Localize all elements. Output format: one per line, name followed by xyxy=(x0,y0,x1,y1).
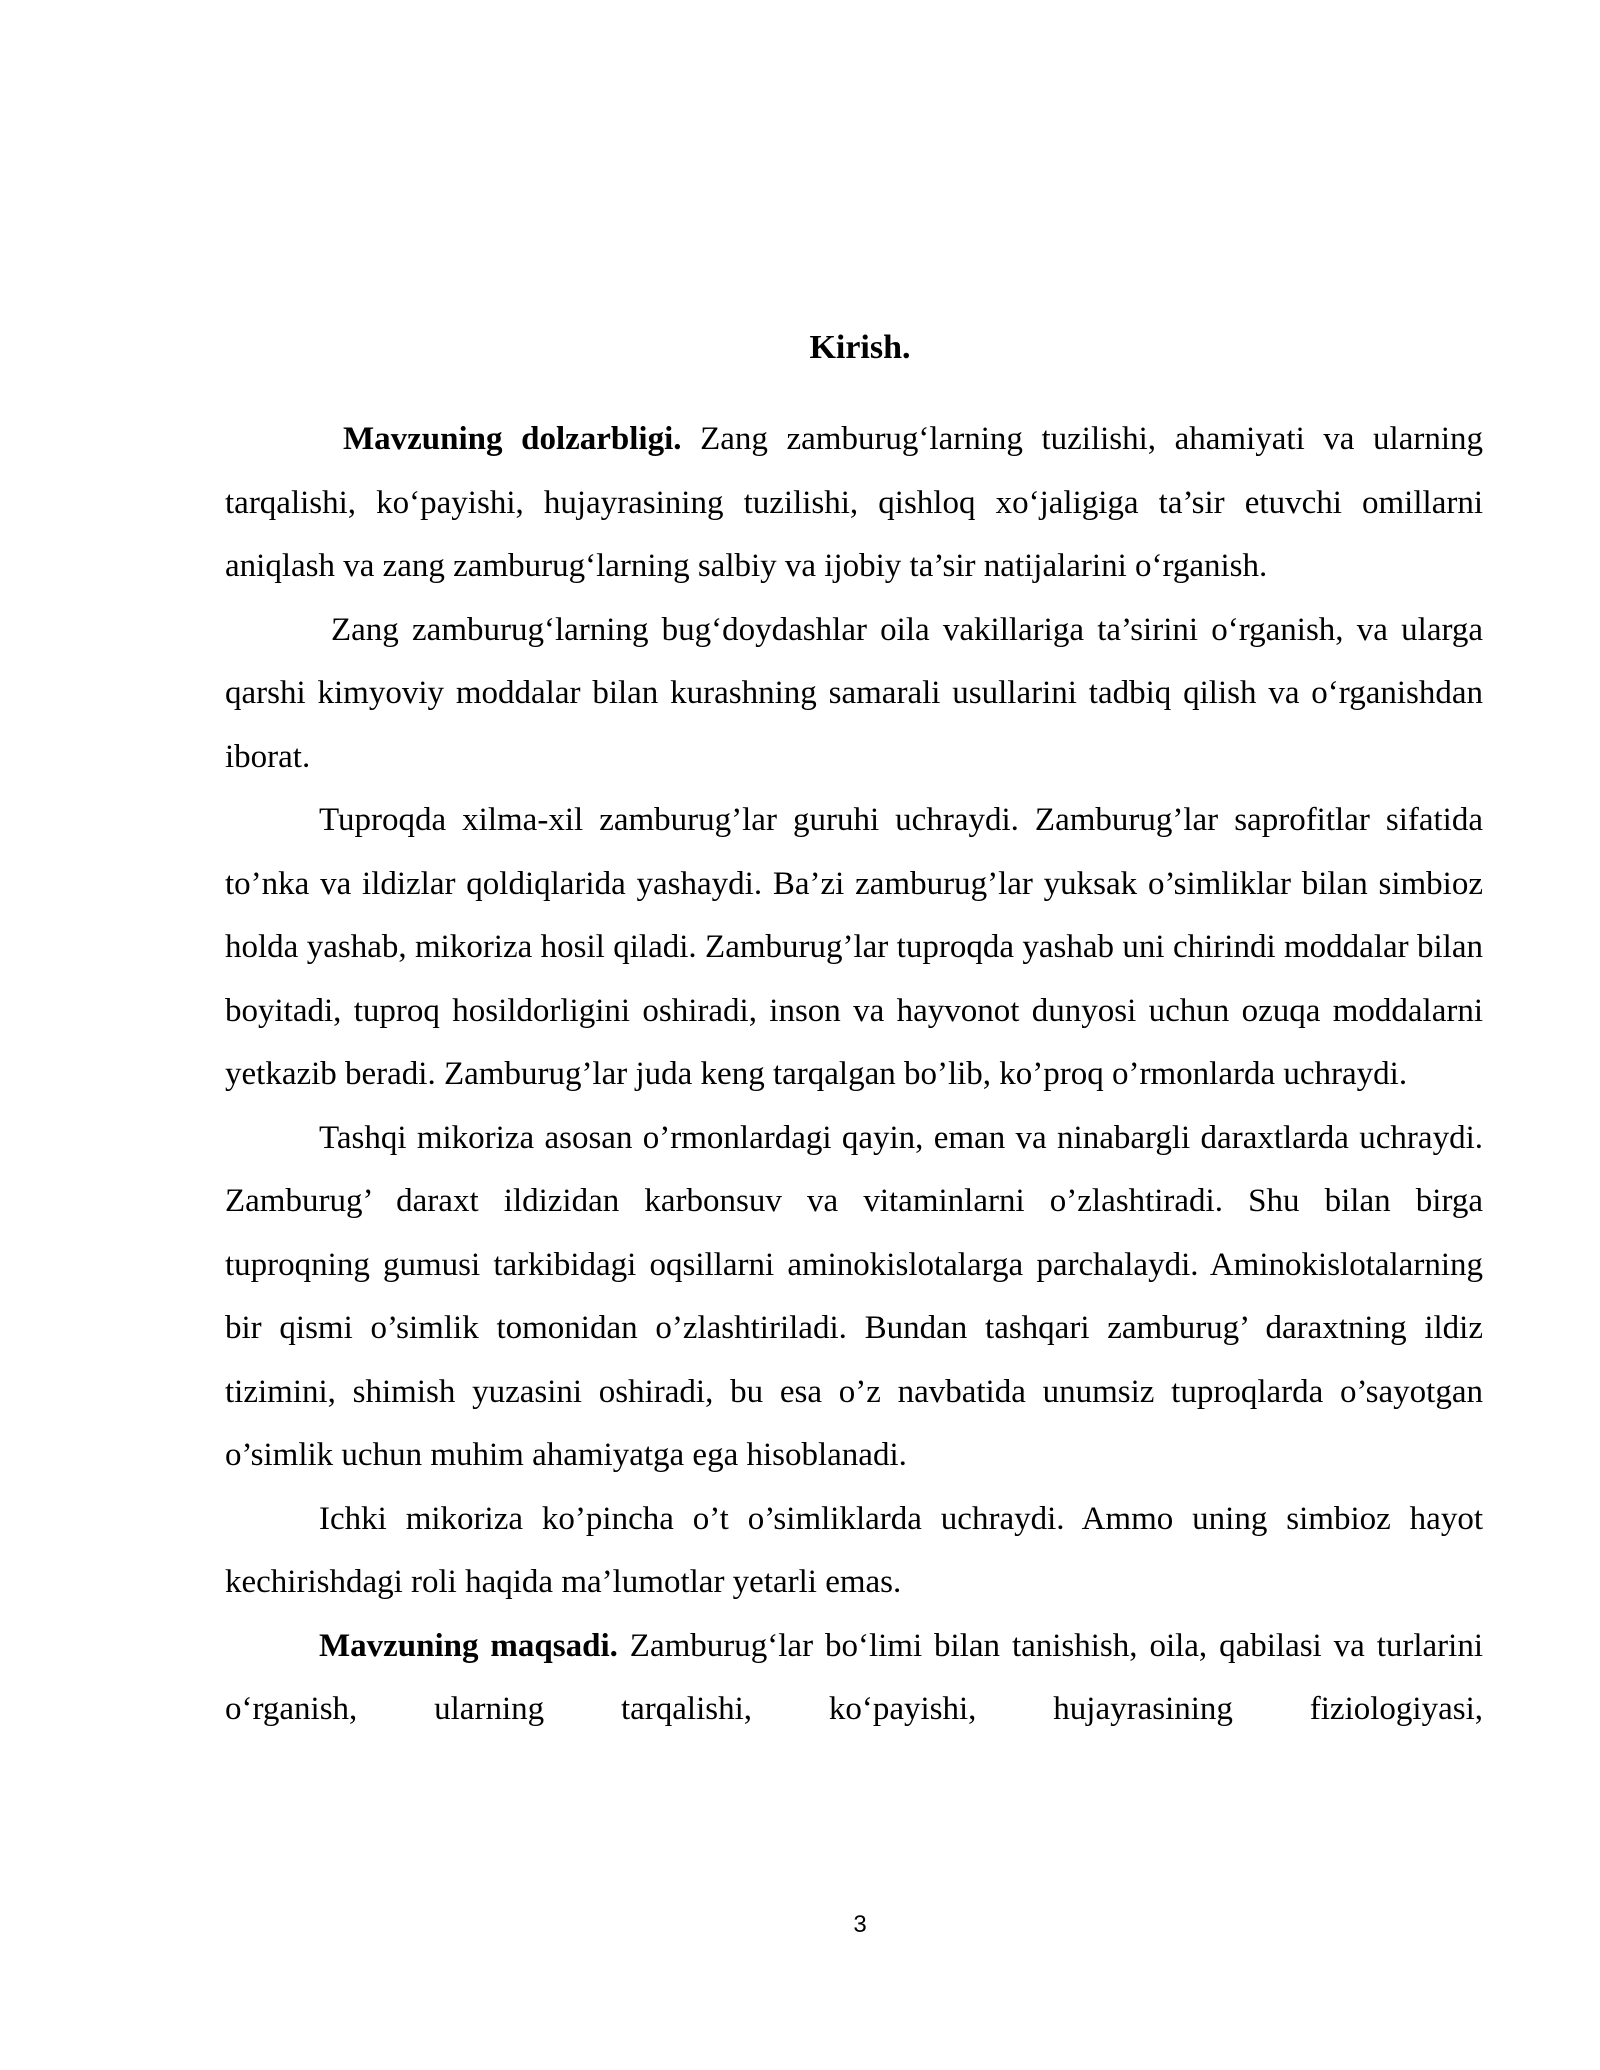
document-body xyxy=(225,408,1483,1742)
page-title: Kirish. xyxy=(809,329,911,366)
paragraph-study xyxy=(225,599,1483,790)
paragraph-goal xyxy=(225,1615,1483,1742)
paragraph-lead-goal: Mavzuning maqsadi. xyxy=(319,1627,618,1664)
paragraph-relevance xyxy=(225,408,1483,599)
paragraph-text: Tuproqda xilma-xil zamburug’lar guruhi uchraydi. Zamburug’lar saprofitlar sifatida to’nka va ildizlar qoldiqlarida yashaydi. Ba’zi zamburug’lar yuksak o’simliklar bilan simbioz holda yashab, mikoriza hosil qiladi. Zamburug’lar tuproqda yashab uni chirindi moddalar bilan boyitadi, tuproq hosildorligini oshiradi, inson va hayvonot dunyosi uchun ozuqa moddalarni yetkazib beradi. Zamburug’lar juda keng tarqalgan bo’lib, ko’proq o’rmonlarda uchraydi. xyxy=(225,802,1483,1092)
paragraph-text: Tashqi mikoriza asosan o’rmonlardagi qayin, eman va ninabargli daraxtlarda uchraydi. Zamburug’ daraxt ildizidan karbonsuv va vitaminlarni o’zlashtiradi. Shu bilan birga tuproqning gumusi tarkibidagi oqsillarni aminokislotalarga parchalaydi. Aminokislotalarning bir qismi o’simlik tomonidan o’zlashtiriladi. Bundan tashqari zamburug’ daraxtning ildiz tizimini, shimish yuzasini oshiradi, bu esa o’z navbatida unumsiz tuproqlarda o’sayotgan o’simlik uchun muhim ahamiyatga ega hisoblanadi. xyxy=(225,1119,1483,1473)
paragraph-internal-mycorrhiza xyxy=(225,1488,1483,1615)
paragraph-text: Ichki mikoriza ko’pincha o’t o’simliklarda uchraydi. Ammo uning simbioz hayot kechirishdagi roli haqida ma’lumotlar yetarli emas. xyxy=(225,1500,1483,1600)
paragraph-text: Zang zamburug‘larning tuzilishi, ahamiyati va ularning tarqalishi, ko‘payishi, hujayrasining tuzilishi, qishloq xo‘jaligiga ta’sir etuvchi omillarni aniqlash va zang zamburug‘larning salbiy va ijobiy ta’sir natijalarini o‘rganish. xyxy=(225,421,1483,584)
paragraph-soil-fungi xyxy=(225,789,1483,1107)
paragraph-text: Zamburug‘lar bo‘limi bilan tanishish, oila, qabilasi va turlarini o‘rganish, ularning tarqalishi, ko‘payishi, hujayrasining fiziologiyasi, xyxy=(225,1627,1483,1727)
paragraph-text: Zang zamburug‘larning bug‘doydashlar oila vakillariga ta’sirini o‘rganish, va ularga qarshi kimyoviy moddalar bilan kurashning samarali usullarini tadbiq qilish va o‘rganishdan iborat. xyxy=(225,611,1483,775)
paragraph-external-mycorrhiza xyxy=(225,1107,1483,1488)
paragraph-lead-relevance: Mavzuning dolzarbligi. xyxy=(343,421,682,457)
page-number: 3 xyxy=(853,1911,867,1938)
